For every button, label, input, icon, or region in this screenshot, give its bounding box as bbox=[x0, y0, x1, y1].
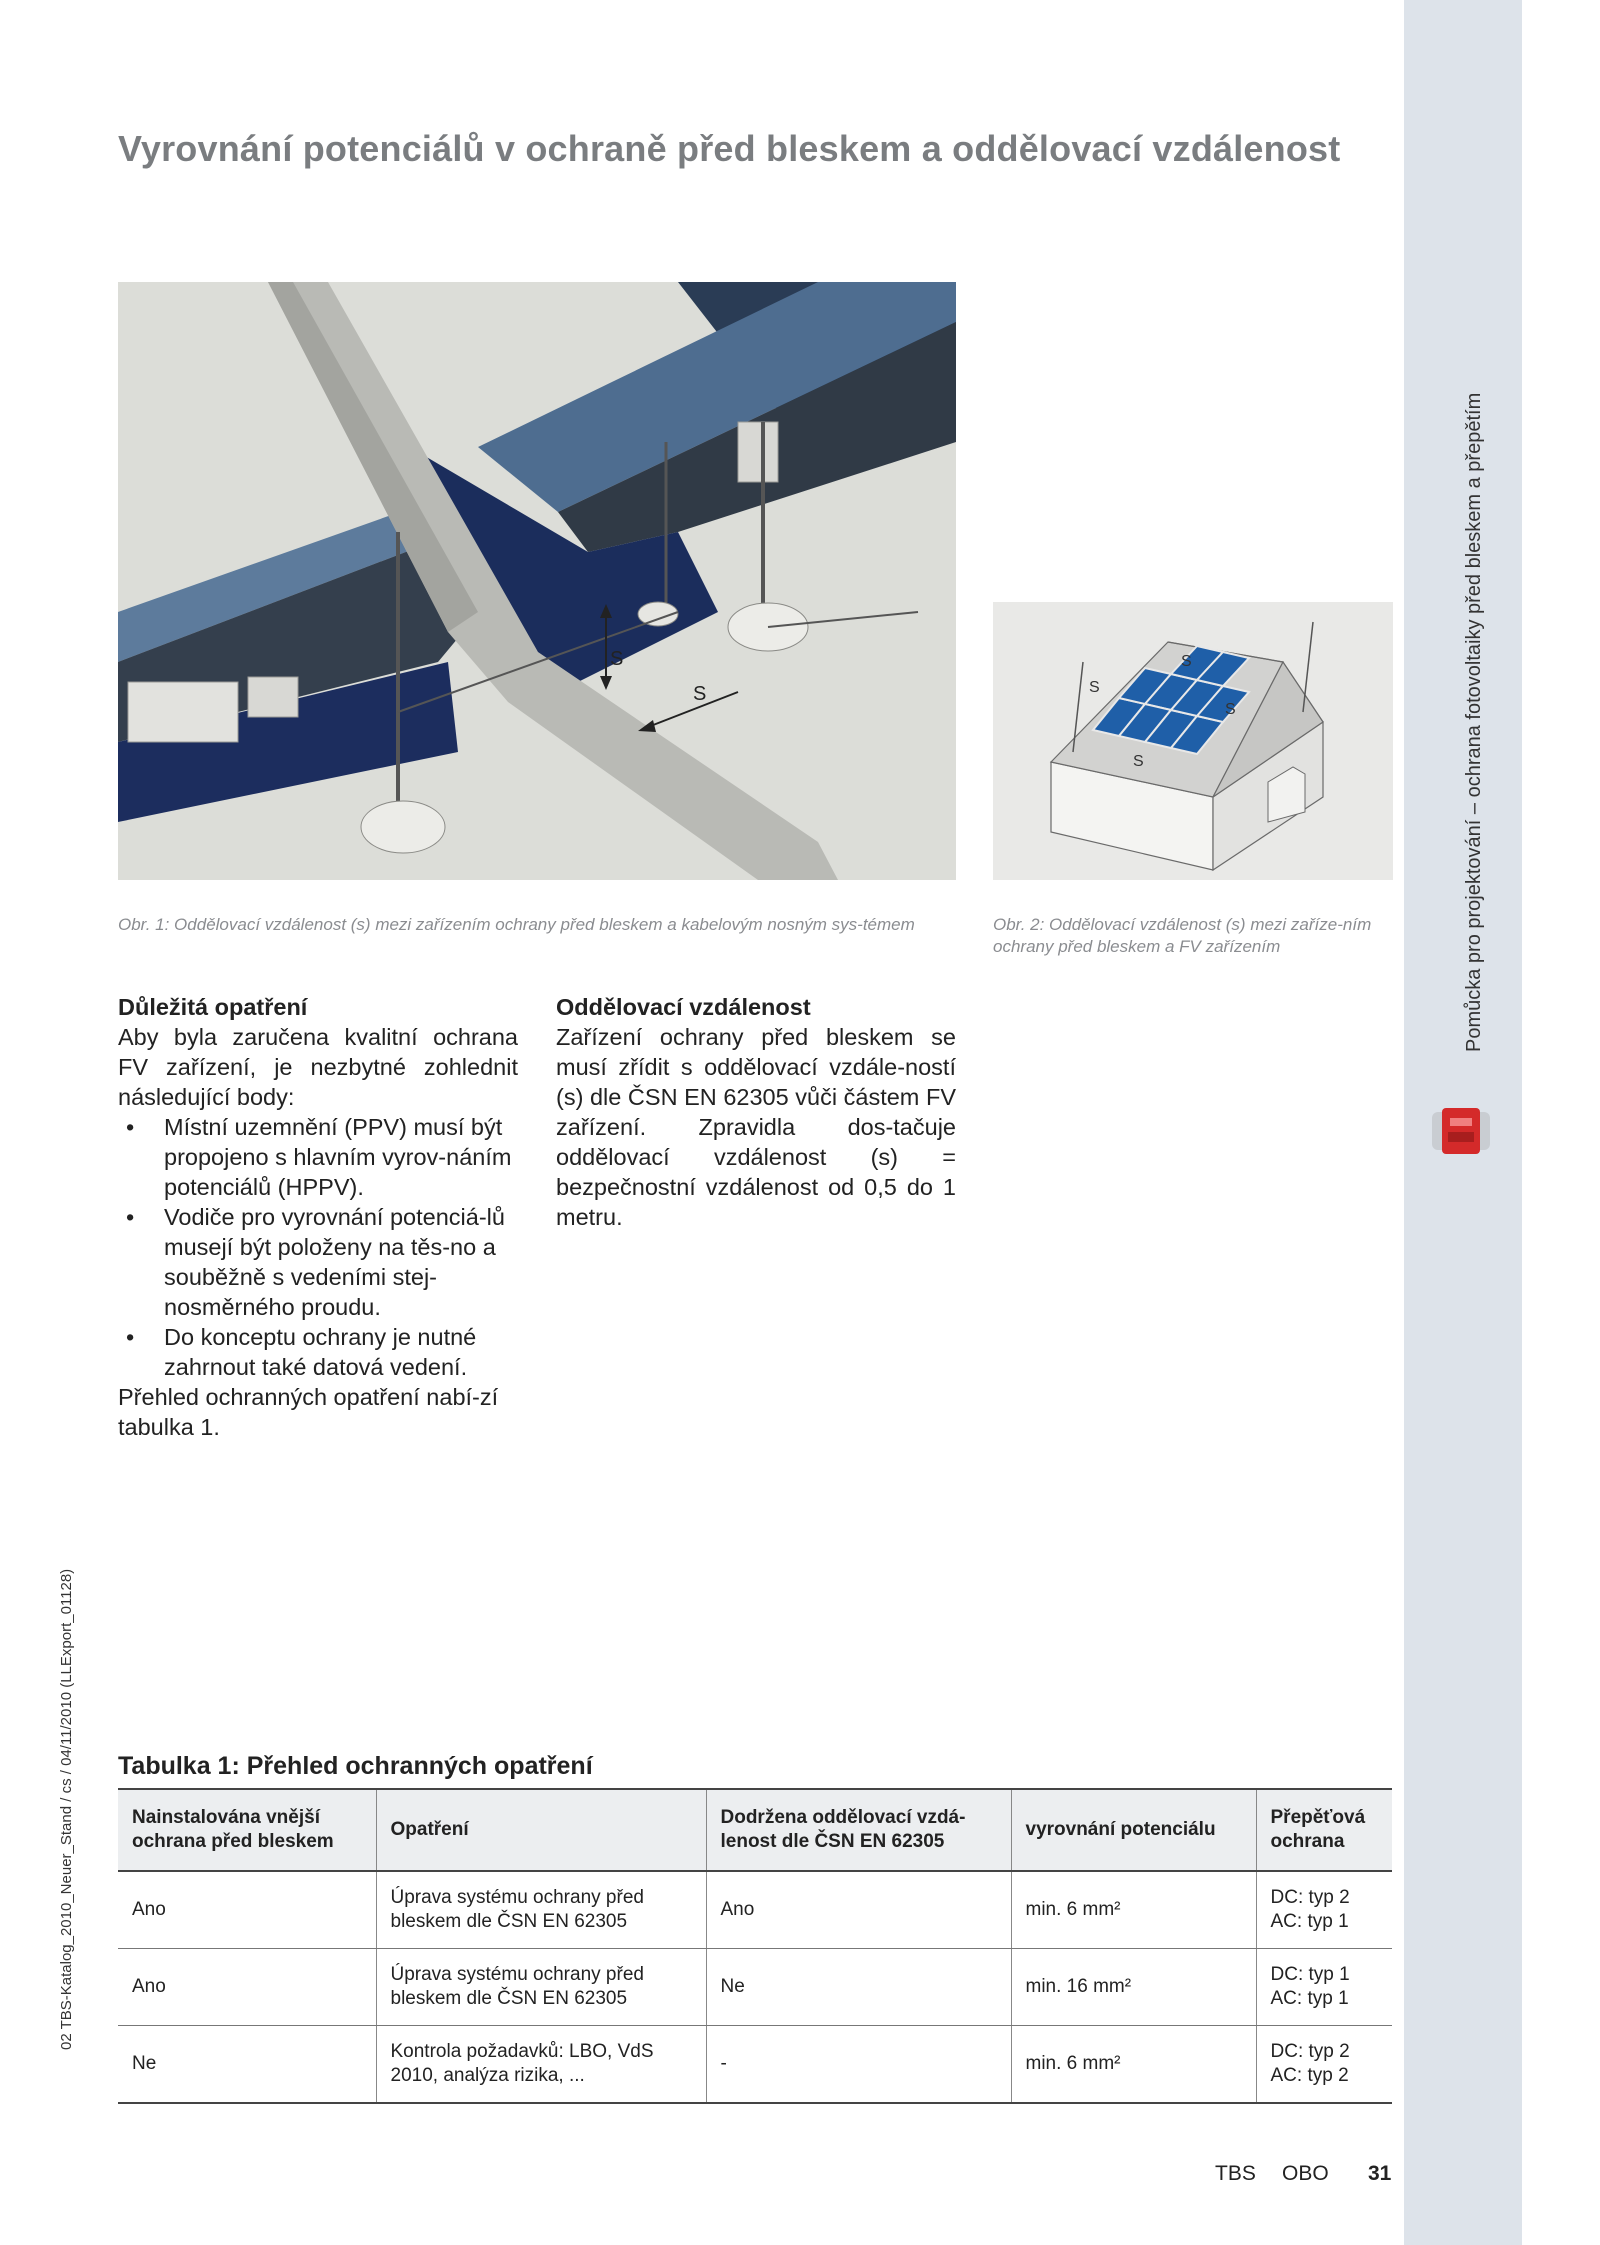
protection-measures-table bbox=[118, 1788, 1392, 2104]
table-cell: Úprava systému ochrany před bleskem dle ČSN EN 62305 bbox=[376, 1871, 706, 1949]
table-row bbox=[118, 1949, 1392, 2026]
dimension-label-s: S bbox=[693, 683, 707, 705]
figure-1-roof-image bbox=[118, 282, 956, 880]
page-title: Vyrovnání potenciálů v ochraně před bleskem a oddělovací vzdálenost bbox=[118, 128, 1341, 169]
column-header: Nainstalována vnější ochrana před bleskem bbox=[118, 1789, 376, 1871]
table-row bbox=[118, 1871, 1392, 1949]
figure-2-caption: Obr. 2: Oddělovací vzdálenost (s) mezi zaříze-ním ochrany před bleskem a FV zařízením bbox=[993, 915, 1372, 956]
table-cell: min. 6 mm² bbox=[1011, 2026, 1256, 2104]
dimension-label-s: S bbox=[610, 648, 624, 670]
section-intro: Aby byla zaručena kvalitní ochrana FV zařízení, je nezbytné zohlednit následující body: bbox=[118, 1024, 518, 1110]
column-header: Opatření bbox=[376, 1789, 706, 1871]
footer-brand-tbs: TBS bbox=[1215, 2162, 1256, 2185]
column-header: vyrovnání potenciálu bbox=[1011, 1789, 1256, 1871]
section-heading: Důležitá opatření bbox=[118, 994, 308, 1020]
table-cell: DC: typ 1 AC: typ 1 bbox=[1256, 1949, 1392, 2026]
section-body: Zařízení ochrany před bleskem se musí zřídit s oddělovací vzdále-ností (s) dle ČSN EN 62305 vůči částem FV zařízení. Zpravidla dos-tačuje oddělovací vzdálenost (s) = bezpečnostní vzdálenost od 0,5 do 1 metru. bbox=[556, 1024, 956, 1230]
list-item: • Do konceptu ochrany je nutné zahrnout také datová vedení. bbox=[126, 1324, 477, 1380]
dimension-label-s: S bbox=[1225, 701, 1236, 718]
column-header: Přepěťová ochrana bbox=[1256, 1789, 1392, 1871]
table-title: Tabulka 1: Přehled ochranných opatření bbox=[118, 1752, 593, 1780]
section-heading: Oddělovací vzdálenost bbox=[556, 994, 811, 1020]
table-cell: Ne bbox=[706, 1949, 1011, 2026]
table-cell: Kontrola požadavků: LBO, VdS 2010, analýza rizika, ... bbox=[376, 2026, 706, 2104]
table-header-row bbox=[118, 1789, 1392, 1871]
footer-brand-obo: OBO bbox=[1282, 2162, 1329, 2185]
table-cell: Ano bbox=[118, 1871, 376, 1949]
table-cell: Ne bbox=[118, 2026, 376, 2104]
table-row bbox=[118, 2026, 1392, 2104]
list-item: • Vodiče pro vyrovnání potenciá-lů musejí být položeny na těs-no a souběžně s vedeními stej-nosměrného proudu. bbox=[126, 1204, 505, 1320]
print-info-text: 02 TBS-Katalog_2010_Neuer_Stand / cs / 04/11/2010 (LLExport_01128) bbox=[58, 1568, 75, 2050]
dimension-label-s: S bbox=[1181, 653, 1192, 670]
table-cell: Ano bbox=[706, 1871, 1011, 1949]
sidebar-chapter-text: Pomůcka pro projektování – ochrana fotovoltaiky před bleskem a přepětím bbox=[1463, 392, 1485, 1052]
section-outro: Přehled ochranných opatření nabí-zí tabulka 1. bbox=[118, 1384, 499, 1440]
table-cell: - bbox=[706, 2026, 1011, 2104]
table-cell: Ano bbox=[118, 1949, 376, 2026]
list-item: • Místní uzemnění (PPV) musí být propojeno s hlavním vyrov-náním potenciálů (HPPV). bbox=[126, 1114, 512, 1200]
table-cell: min. 6 mm² bbox=[1011, 1871, 1256, 1949]
obo-logo-icon bbox=[1432, 1108, 1490, 1154]
table-cell: DC: typ 2 AC: typ 1 bbox=[1256, 1871, 1392, 1949]
figure-1-caption: Obr. 1: Oddělovací vzdálenost (s) mezi zařízením ochrany před bleskem a kabelovým nosným sys-témem bbox=[118, 915, 915, 934]
separation-distance-column bbox=[556, 992, 956, 1232]
dimension-label-s: S bbox=[1089, 679, 1100, 696]
table-cell: DC: typ 2 AC: typ 2 bbox=[1256, 2026, 1392, 2104]
table-cell: min. 16 mm² bbox=[1011, 1949, 1256, 2026]
table-cell: Úprava systému ochrany před bleskem dle ČSN EN 62305 bbox=[376, 1949, 706, 2026]
important-measures-column bbox=[118, 992, 518, 1442]
figure-2-house-diagram bbox=[993, 602, 1393, 880]
page-number: 31 bbox=[1368, 2162, 1392, 2185]
column-header: Dodržena oddělovací vzdá-lenost dle ČSN EN 62305 bbox=[706, 1789, 1011, 1871]
dimension-label-s: S bbox=[1133, 753, 1144, 770]
measures-list bbox=[118, 1112, 518, 1382]
